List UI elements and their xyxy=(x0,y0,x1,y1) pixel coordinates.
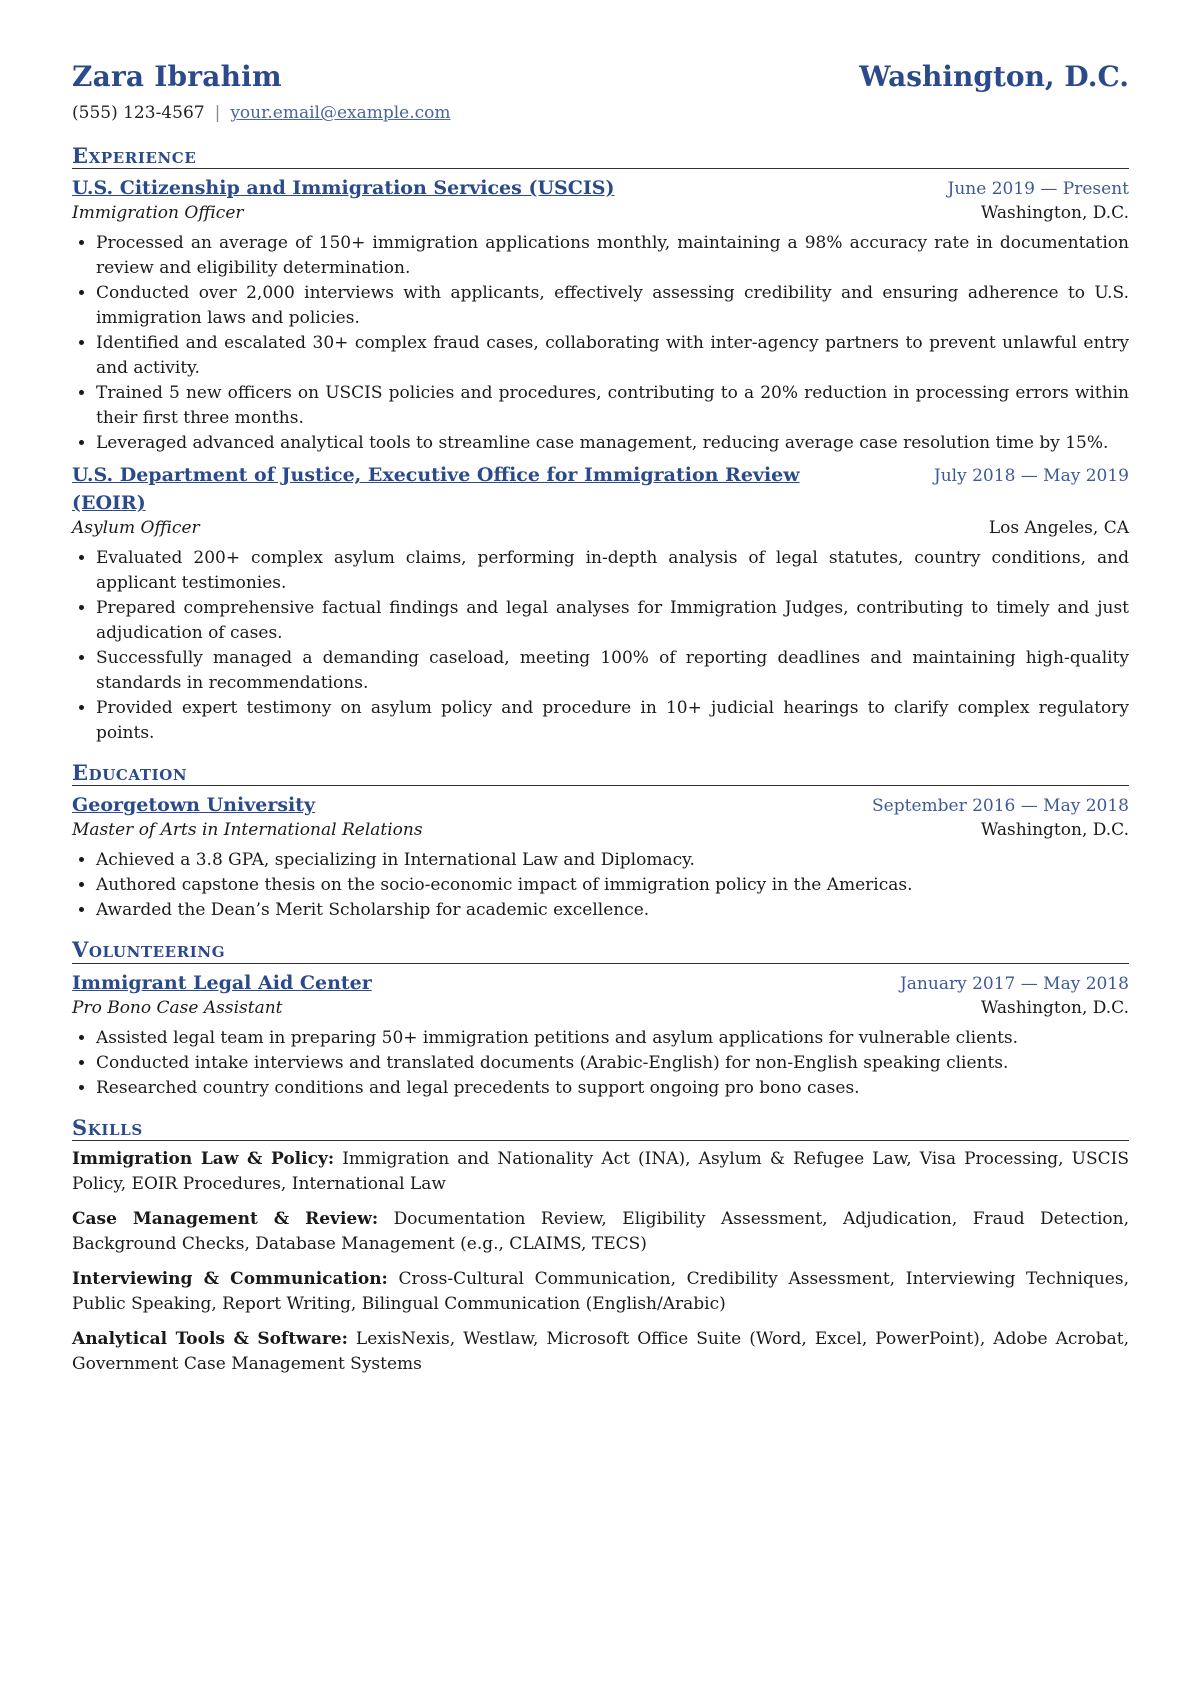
skill-row xyxy=(72,1327,1129,1377)
job-title: Immigration Officer xyxy=(72,203,244,224)
bullet-item: • Successfully managed a demanding caseload, meeting 100% of reporting deadlines and maintaining high-quality standards in recommendations. xyxy=(96,646,1129,696)
organization-link[interactable]: Immigrant Legal Aid Center xyxy=(72,971,372,994)
bullet-item: • Assisted legal team in preparing 50+ immigration petitions and asylum applications for vulnerable clients. xyxy=(96,1026,1129,1051)
contact-line xyxy=(72,103,1129,123)
bullet-item: • Conducted intake interviews and translated documents (Arabic-English) for non-English speaking clients. xyxy=(96,1051,1129,1076)
bullet-item: • Identified and escalated 30+ complex fraud cases, collaborating with inter-agency partners to prevent unlawful entry and activity. xyxy=(96,331,1129,381)
degree: Master of Arts in International Relations xyxy=(72,820,423,841)
candidate-name: Zara Ibrahim xyxy=(72,60,282,93)
section-title-skills: Skills xyxy=(72,1115,1129,1141)
skill-category: Interviewing & Communication: xyxy=(72,1268,388,1289)
job-title: Asylum Officer xyxy=(72,518,200,539)
phone-number: (555) 123-4567 xyxy=(72,103,205,123)
experience-entry xyxy=(72,461,1129,746)
bullet-item: • Authored capstone thesis on the socio-economic impact of immigration policy in the Americas. xyxy=(96,873,1129,898)
bullet-list xyxy=(72,848,1129,923)
bullet-item: • Provided expert testimony on asylum policy and procedure in 10+ judicial hearings to clarify complex regulatory points. xyxy=(96,696,1129,746)
date-range: June 2019 — Present xyxy=(947,179,1129,200)
skill-row xyxy=(72,1147,1129,1197)
organization-link[interactable]: U.S. Citizenship and Immigration Services (USCIS) xyxy=(72,177,615,200)
skill-values: Documentation Review, Eligibility Assessment, Adjudication, Fraud Detection, Background Checks, Database Management (e.g., CLAIMS, TECS) xyxy=(72,1208,1129,1254)
contact-separator: | xyxy=(214,103,221,123)
resume-page xyxy=(72,60,1129,1377)
skill-values: Cross-Cultural Communication, Credibility Assessment, Interviewing Techniques, Public Speaking, Report Writing, Bilingual Communication (English/Arabic) xyxy=(72,1268,1129,1314)
bullet-item: • Trained 5 new officers on USCIS policies and procedures, contributing to a 20% reduction in processing errors within their first three months. xyxy=(96,381,1129,431)
volunteer-role: Pro Bono Case Assistant xyxy=(72,997,283,1018)
education-entry xyxy=(72,791,1129,923)
section-title-experience: Experience xyxy=(72,143,1129,169)
date-range: September 2016 — May 2018 xyxy=(872,796,1129,817)
bullet-item: • Processed an average of 150+ immigration applications monthly, maintaining a 98% accuracy rate in documentation review and eligibility determination. xyxy=(96,231,1129,281)
organization-link[interactable]: U.S. Department of Justice, Executive Office for Immigration Review (EOIR) xyxy=(72,464,800,515)
experience-entry xyxy=(72,174,1129,456)
skill-row xyxy=(72,1267,1129,1317)
bullet-item: • Evaluated 200+ complex asylum claims, performing in-depth analysis of legal statutes, country conditions, and applicant testimonies. xyxy=(96,546,1129,596)
volunteering-entry xyxy=(72,969,1129,1101)
entry-location: Washington, D.C. xyxy=(980,820,1129,841)
bullet-list xyxy=(72,231,1129,456)
resume-header xyxy=(72,60,1129,93)
bullet-item: • Leveraged advanced analytical tools to streamline case management, reducing average case resolution time by 15%. xyxy=(96,431,1129,456)
date-range: January 2017 — May 2018 xyxy=(899,973,1129,994)
bullet-item: • Prepared comprehensive factual findings and legal analyses for Immigration Judges, contributing to timely and just adjudication of cases. xyxy=(96,596,1129,646)
skill-values: Immigration and Nationality Act (INA), Asylum & Refugee Law, Visa Processing, USCIS Policy, EOIR Procedures, International Law xyxy=(72,1148,1130,1194)
date-range: July 2018 — May 2019 xyxy=(933,466,1129,487)
candidate-location: Washington, D.C. xyxy=(859,60,1129,93)
bullet-item: • Researched country conditions and legal precedents to support ongoing pro bono cases. xyxy=(96,1076,1129,1101)
entry-location: Los Angeles, CA xyxy=(988,518,1129,539)
section-title-education: Education xyxy=(72,760,1129,786)
skill-category: Analytical Tools & Software: xyxy=(72,1328,348,1349)
section-title-volunteering: Volunteering xyxy=(72,937,1129,963)
skill-category: Case Management & Review: xyxy=(72,1208,379,1229)
bullet-list xyxy=(72,1026,1129,1101)
institution-link[interactable]: Georgetown University xyxy=(72,794,316,817)
entry-location: Washington, D.C. xyxy=(980,997,1129,1018)
entry-location: Washington, D.C. xyxy=(980,203,1129,224)
bullet-list xyxy=(72,546,1129,746)
bullet-item: • Awarded the Dean’s Merit Scholarship for academic excellence. xyxy=(96,898,1129,923)
skill-values: LexisNexis, Westlaw, Microsoft Office Suite (Word, Excel, PowerPoint), Adobe Acrobat, Government Case Management Systems xyxy=(72,1328,1130,1374)
bullet-item: • Conducted over 2,000 interviews with applicants, effectively assessing credibility and ensuring adherence to U.S. immigration laws and policies. xyxy=(96,281,1129,331)
bullet-item: • Achieved a 3.8 GPA, specializing in International Law and Diplomacy. xyxy=(96,848,1129,873)
skill-row xyxy=(72,1207,1129,1257)
skill-category: Immigration Law & Policy: xyxy=(72,1148,335,1169)
email-link[interactable]: your.email@example.com xyxy=(230,103,451,123)
